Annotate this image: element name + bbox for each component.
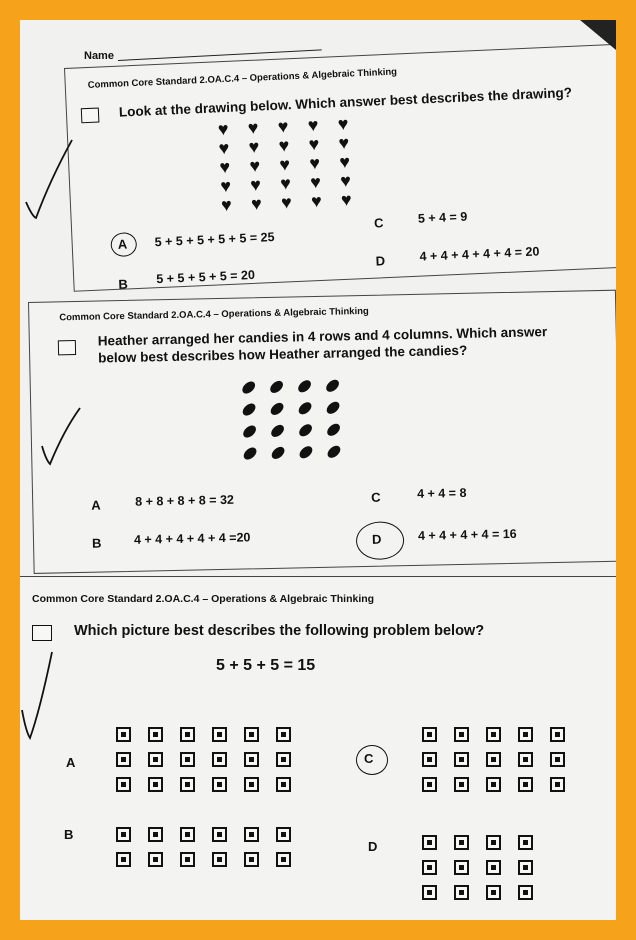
candy-icon: ⬬ <box>265 418 290 444</box>
option-c-letter: C <box>371 489 381 505</box>
option-a-text: 5 + 5 + 5 + 5 + 5 = 25 <box>154 229 275 250</box>
option-c-text: 4 + 4 = 8 <box>416 485 467 501</box>
heart-icon: ♥ <box>279 173 292 194</box>
option-c-letter: C <box>373 215 384 231</box>
heart-icon: ♥ <box>249 174 262 195</box>
heart-icon: ♥ <box>308 152 321 174</box>
option-b-text: 4 + 4 + 4 + 4 + 4 =20 <box>133 530 251 547</box>
option-a-text: 8 + 8 + 8 + 8 = 32 <box>135 492 235 509</box>
standard-heading: Common Core Standard 2.OA.C.4 – Operations & Algebraic Thinking <box>87 66 398 91</box>
heart-icon: ♥ <box>340 189 353 211</box>
option-a-letter: A <box>91 497 101 513</box>
candy-icon: ⬬ <box>292 395 318 421</box>
check-mark-icon <box>22 652 52 738</box>
option-b-text: 5 + 5 + 5 + 5 = 20 <box>155 267 256 287</box>
option-b-letter: B <box>64 827 74 842</box>
heart-icon: ♥ <box>338 151 351 173</box>
option-b-letter: B <box>91 535 102 551</box>
option-d-text: 4 + 4 + 4 + 4 = 16 <box>417 526 517 543</box>
option-a-letter: A <box>66 755 76 770</box>
candy-icon: ⬬ <box>293 417 318 443</box>
heart-icon: ♥ <box>219 156 231 178</box>
heart-icon: ♥ <box>218 137 230 159</box>
worksheet-page <box>20 20 616 920</box>
option-c-text: 5 + 4 = 9 <box>417 209 468 226</box>
candy-icon: ⬬ <box>321 439 347 465</box>
heart-icon: ♥ <box>277 116 289 137</box>
standard-heading: Common Core Standard 2.OA.C.4 – Operations & Algebraic Thinking <box>32 593 375 605</box>
candy-icon: ⬬ <box>320 395 346 421</box>
heart-icon: ♥ <box>310 190 323 212</box>
option-c-letter: C <box>364 751 374 766</box>
heart-icon: ♥ <box>217 118 229 140</box>
candy-icon: ⬬ <box>293 439 319 465</box>
question-text-line-1: Heather arranged her candies in 4 rows and 4 columns. Which answer <box>97 324 548 349</box>
question-text: Which picture best describes the following problem below? <box>74 623 485 639</box>
heart-icon: ♥ <box>248 136 260 158</box>
check-marks-layer <box>20 20 616 920</box>
option-b-letter: B <box>118 276 129 292</box>
candy-icon: ⬬ <box>320 373 345 399</box>
heart-icon: ♥ <box>278 135 290 156</box>
candy-icon: ⬬ <box>321 417 346 443</box>
candy-icon: ⬬ <box>265 440 291 466</box>
check-mark-icon <box>42 408 80 464</box>
heart-icon: ♥ <box>280 192 293 213</box>
heart-icon: ♥ <box>247 117 259 139</box>
standard-heading: Common Core Standard 2.OA.C.4 – Operations & Algebraic Thinking <box>59 305 369 324</box>
heart-icon: ♥ <box>338 132 350 154</box>
heart-icon: ♥ <box>250 193 263 214</box>
page-corner-mark <box>580 20 616 50</box>
option-d-letter: D <box>371 531 382 547</box>
check-mark-icon <box>26 140 72 218</box>
candy-icon: ⬬ <box>237 440 263 466</box>
candy-icon: ⬬ <box>264 396 290 422</box>
heart-icon: ♥ <box>308 133 320 155</box>
option-d-letter: D <box>375 253 386 269</box>
heart-icon: ♥ <box>249 155 261 176</box>
candy-icon: ⬬ <box>264 374 289 400</box>
heart-icon: ♥ <box>339 170 352 192</box>
equation-text: 5 + 5 + 5 = 15 <box>216 657 316 674</box>
question-text-line-2: below best describes how Heather arranged the candies? <box>98 342 468 366</box>
question-text: Look at the drawing below. Which answer best describes the drawing? <box>118 84 573 120</box>
option-d-letter: D <box>368 839 378 854</box>
heart-icon: ♥ <box>278 154 291 175</box>
candy-icon: ⬬ <box>292 373 317 399</box>
option-d-text: 4 + 4 + 4 + 4 + 4 = 20 <box>419 244 540 264</box>
heart-icon: ♥ <box>307 114 319 136</box>
name-label: Name <box>84 50 114 62</box>
heart-icon: ♥ <box>219 175 232 197</box>
heart-icon: ♥ <box>309 171 322 193</box>
candy-icon: ⬬ <box>236 374 261 400</box>
heart-icon: ♥ <box>337 113 349 135</box>
candy-icon: ⬬ <box>237 418 262 444</box>
candy-icon: ⬬ <box>236 396 262 422</box>
heart-icon: ♥ <box>220 194 233 216</box>
option-a-letter: A <box>117 236 128 252</box>
